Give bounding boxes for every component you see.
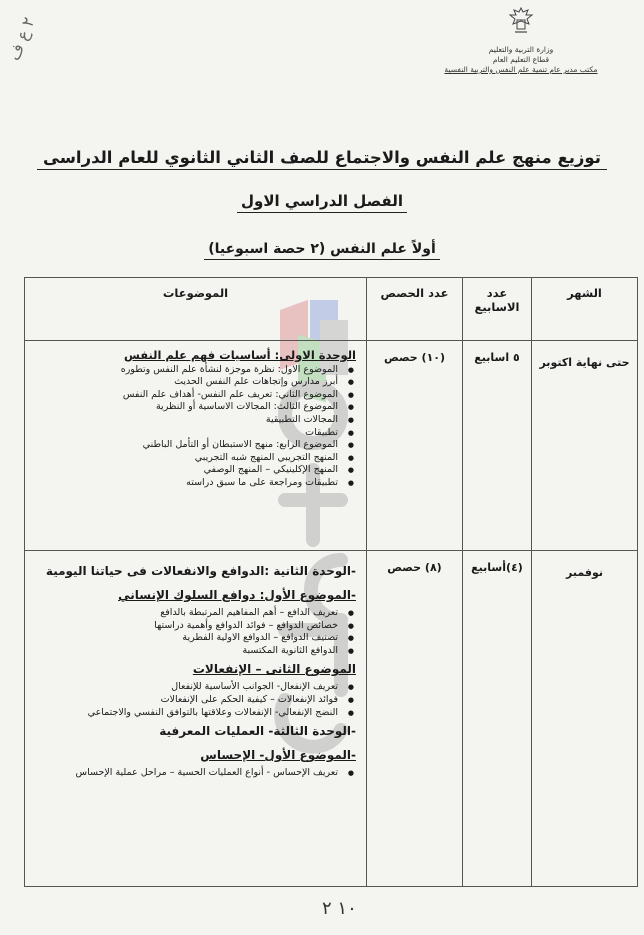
list-item: ● تطبيقات ومراجعة على ما سبق دراسته bbox=[31, 477, 340, 490]
topic-list bbox=[31, 607, 356, 657]
topic-list bbox=[31, 364, 356, 490]
header-month: الشهر bbox=[532, 278, 638, 341]
list-item: ● الموضوع الثاني: تعريف علم النفس- أهداف علم النفس bbox=[31, 389, 340, 402]
list-item: ● تعريف الإنفعال- الجوانب الأساسية للإنفعال bbox=[31, 681, 340, 694]
list-item: ● الموضوع الثالث: المجالات الاساسية أو النظرية bbox=[31, 401, 340, 414]
handwritten-page-mark: ١٠ ٢ bbox=[322, 898, 357, 919]
list-item: ● الدوافع الثانوية المكتسبة bbox=[31, 645, 340, 658]
list-item: ● المنهج الإكلينيكي – المنهج الوصفي bbox=[31, 464, 340, 477]
sessions-cell: (٨) حصص bbox=[367, 551, 463, 887]
list-item: ● تطبيقات bbox=[31, 427, 340, 440]
table-header-row bbox=[25, 278, 638, 341]
weeks-cell: ٥ اسابيع bbox=[463, 341, 532, 551]
topic-list bbox=[31, 767, 356, 780]
topic-heading: -الموضوع الأول: دوافع السلوك الإنساني bbox=[118, 588, 356, 602]
list-item: ● تصنيف الدوافع – الدوافع الاولية الفطرية bbox=[31, 632, 340, 645]
topics-cell bbox=[25, 341, 367, 551]
month-cell: حتى نهاية اكتوبر bbox=[532, 341, 638, 551]
header-sessions: عدد الحصص bbox=[367, 278, 463, 341]
weeks-cell: (٤)أسابيع bbox=[463, 551, 532, 887]
list-item: ● النضج الإنفعالي- الإنفعالات وعلاقتها بالتوافق النفسي والاجتماعي bbox=[31, 707, 340, 720]
page-title: توزيع منهج علم النفس والاجتماع للصف الثاني الثانوي للعام الدراسى bbox=[0, 148, 644, 167]
header-topics: الموضوعات bbox=[25, 278, 367, 341]
list-item: ● الموضوع الاول: نظرة موجزة لنشأة علم النفس وتطوره bbox=[31, 364, 340, 377]
ministry-name: وزارة التربية والتعليم bbox=[488, 45, 554, 54]
list-item: ● تعريف الدافع – أهم المفاهيم المرتبطة بالدافع bbox=[31, 607, 340, 620]
table-row bbox=[25, 551, 638, 887]
table-row bbox=[25, 341, 638, 551]
unit-title: الوحدة الاولى: أساسيات فهم علم النفس bbox=[123, 348, 356, 362]
section-title: أولاً علم النفس (٢ حصة اسبوعيا) bbox=[0, 241, 644, 257]
office-name: مكتب مدير عام تنمية علم النفس والتربية النفسية bbox=[444, 65, 598, 74]
topic-heading: الموضوع الثانى – الإنفعالات bbox=[192, 662, 356, 677]
term-title: الفصل الدراسي الاول bbox=[0, 192, 644, 210]
sector-name: قطاع التعليم العام bbox=[492, 55, 550, 64]
topic-heading: -الموضوع الأول- الإحساس bbox=[200, 748, 356, 763]
corner-handwritten-note: ٢ ع ف bbox=[4, 14, 39, 64]
list-item: ● المنهج التجريبي المنهج شبه التجريبي bbox=[31, 452, 340, 465]
list-item: ● الموضوع الرابع: منهج الاستبطان أو التأمل الباطني bbox=[31, 439, 340, 452]
unit-title: -الوحدة الثانية :الدوافع والانفعالات فى حياتنا اليومية bbox=[45, 564, 356, 578]
eagle-emblem-icon bbox=[508, 6, 534, 36]
list-item: ● خصائص الدوافع – فوائد الدوافع وأهمية دراستها bbox=[31, 620, 340, 633]
sessions-cell: (١٠) حصص bbox=[367, 341, 463, 551]
month-cell: نوفمبر bbox=[532, 551, 638, 887]
topics-cell bbox=[25, 551, 367, 887]
unit-title: -الوحدة الثالثة- العمليات المعرفية bbox=[159, 724, 356, 739]
topic-list bbox=[31, 681, 356, 719]
list-item: ● أبرز مدارس وإتجاهات علم النفس الحديث bbox=[31, 376, 340, 389]
curriculum-table bbox=[24, 277, 638, 887]
ministry-header bbox=[426, 6, 616, 75]
list-item: ● المجالات التطبيقية bbox=[31, 414, 340, 427]
list-item: ● تعريف الإحساس - أنواع العمليات الحسية – مراحل عملية الإحساس bbox=[31, 767, 340, 780]
list-item: ● فوائد الإنفعالات – كيفية الحكم على الإنفعالات bbox=[31, 694, 340, 707]
header-weeks: عدد الاسابيع bbox=[463, 278, 532, 341]
